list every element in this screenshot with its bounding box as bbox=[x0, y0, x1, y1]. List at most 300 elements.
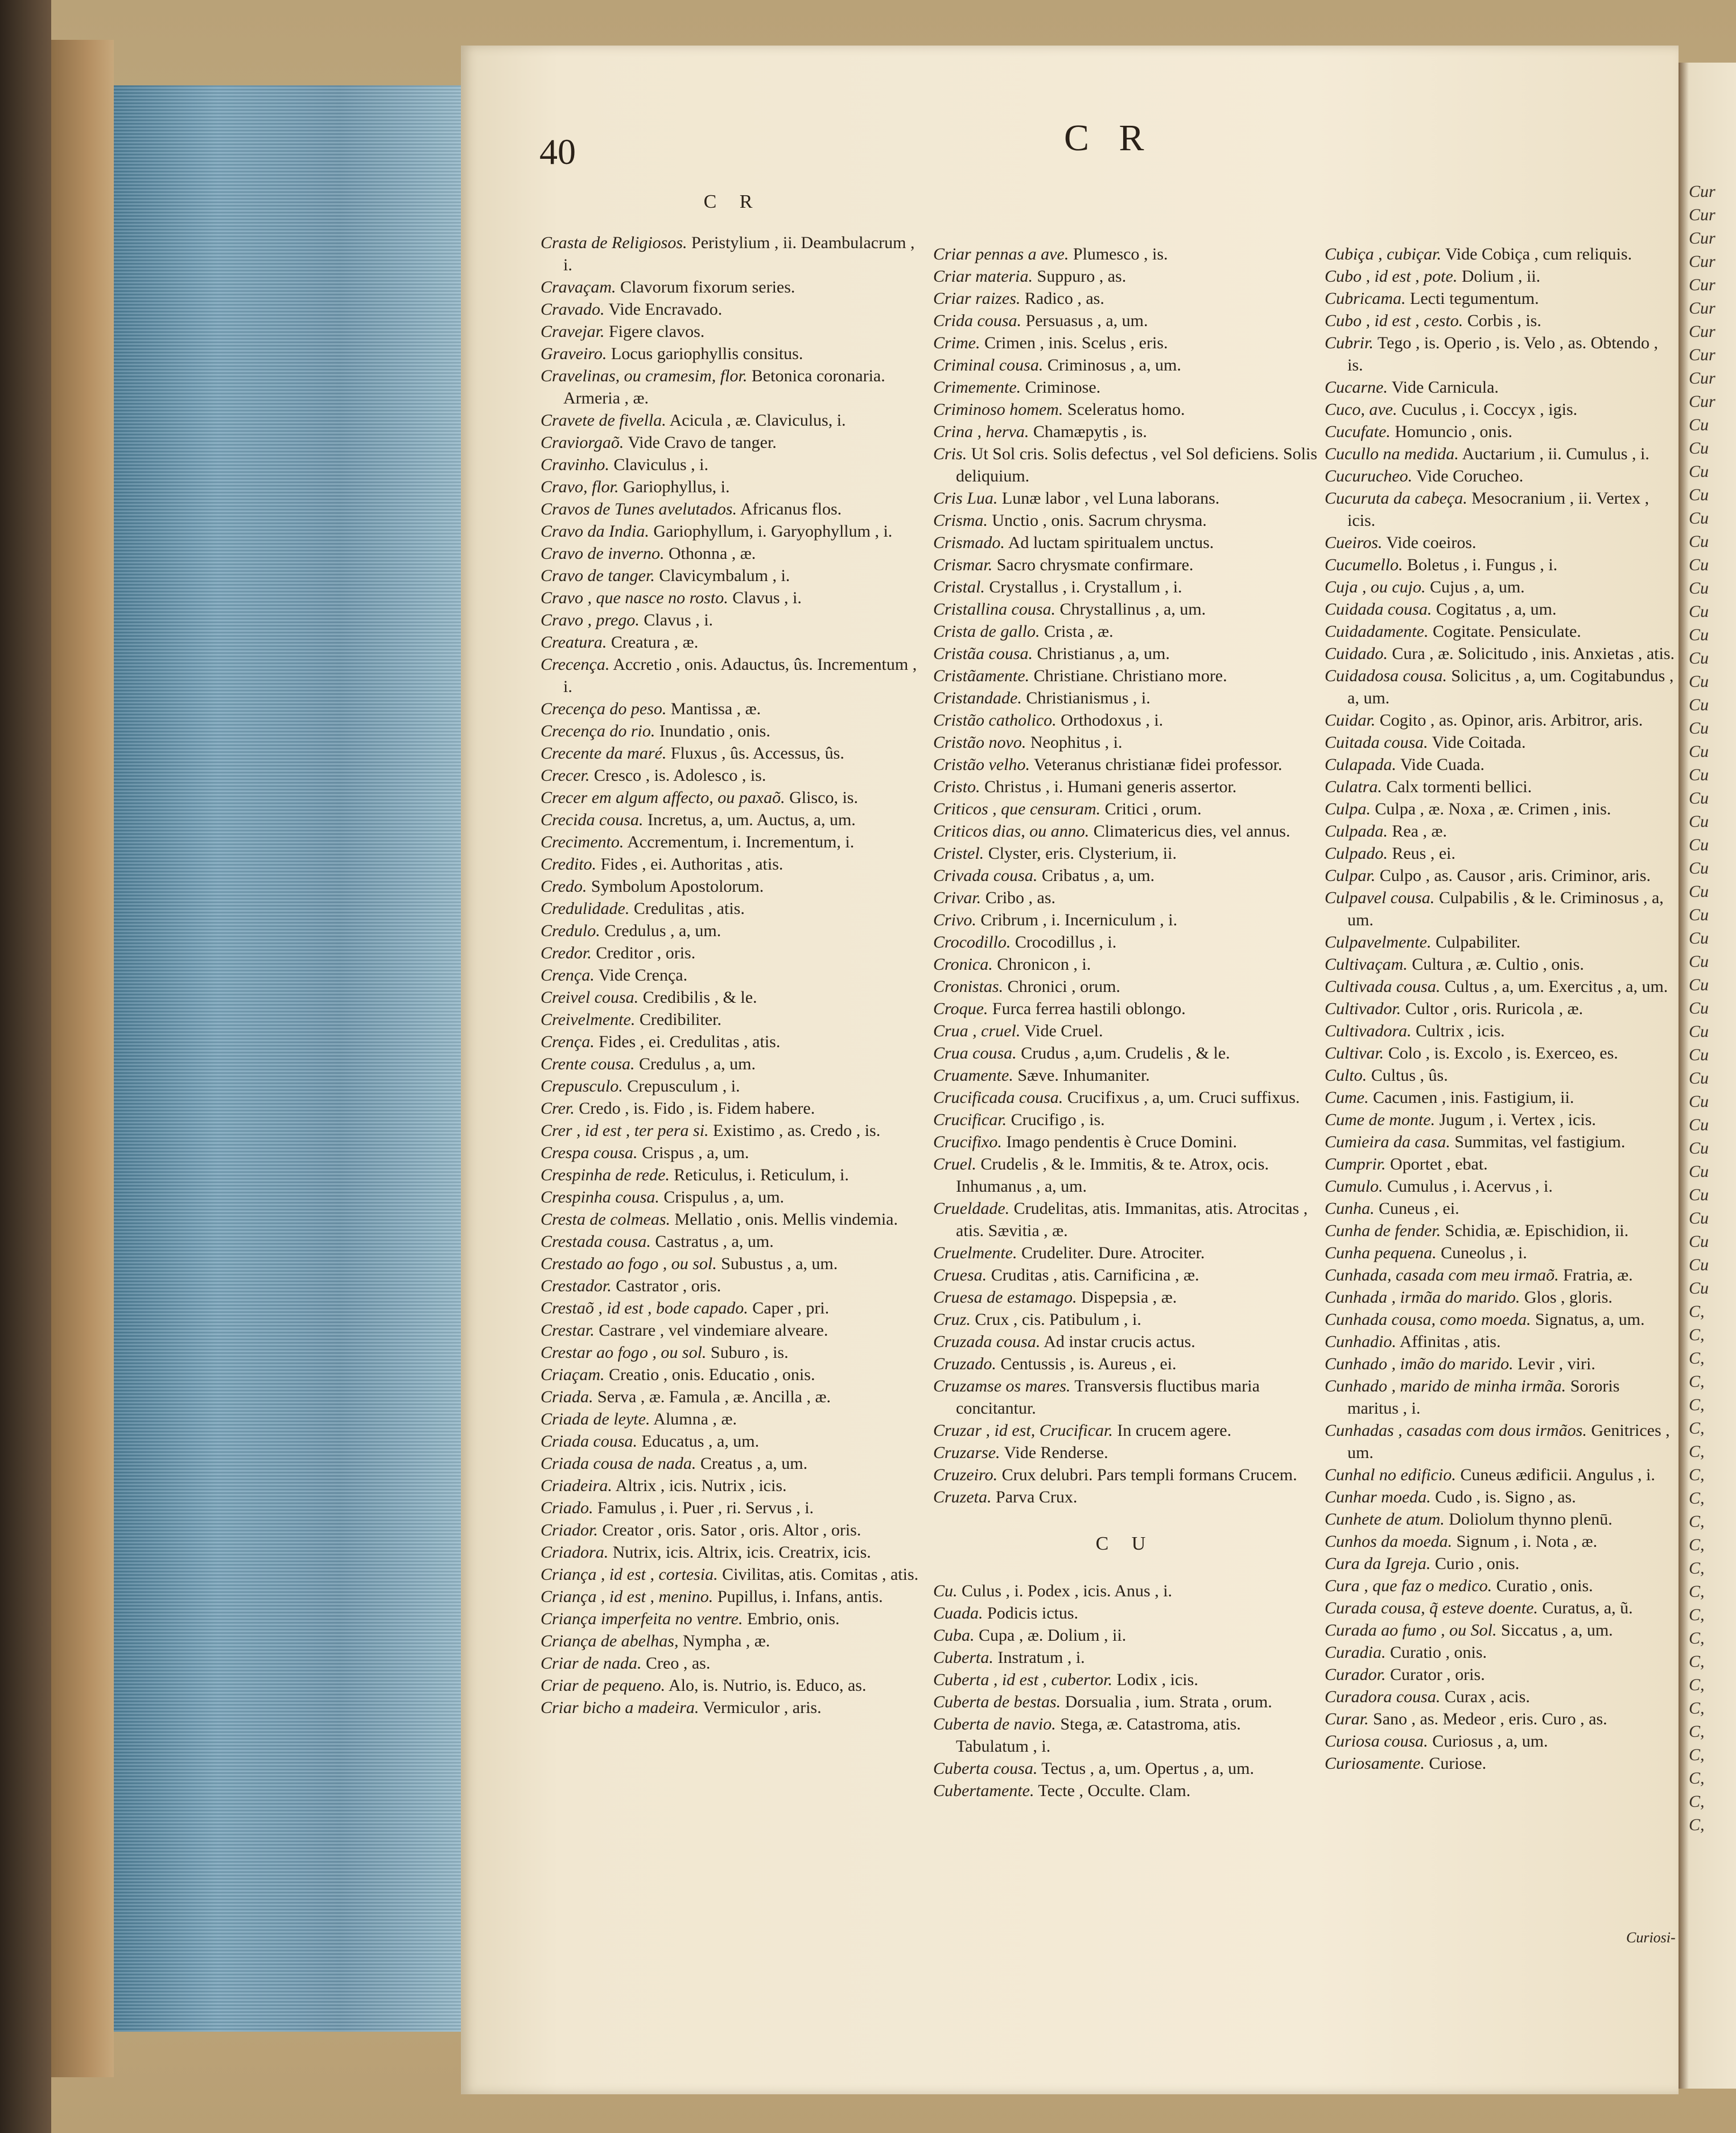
entry-headword: Cuidar. bbox=[1325, 711, 1376, 730]
dictionary-entry bbox=[933, 1197, 1317, 1242]
dictionary-entry bbox=[541, 1008, 925, 1031]
entry-translation: Transversis fluctibus maria concitantur. bbox=[956, 1377, 1260, 1418]
entry-headword: Cravo , prego. bbox=[541, 611, 640, 629]
dictionary-entry bbox=[1325, 798, 1675, 820]
dictionary-entry bbox=[1325, 1619, 1675, 1641]
entry-headword: Crespa cousa. bbox=[541, 1143, 638, 1162]
dictionary-entry bbox=[541, 320, 925, 343]
entry-translation: Vermiculor , aris. bbox=[699, 1698, 822, 1717]
facing-page-fragment: Cu bbox=[1689, 649, 1709, 668]
entry-translation: Cura , æ. Solicitudo , inis. Anxietas , atis. bbox=[1387, 644, 1675, 663]
dictionary-entry bbox=[1325, 1508, 1675, 1530]
entry-headword: Crivar. bbox=[933, 888, 982, 907]
entry-translation: Tectus , a, um. Opertus , a, um. bbox=[1037, 1759, 1254, 1778]
entry-translation: Imago pendentis è Cruce Domini. bbox=[1001, 1133, 1238, 1151]
dictionary-entry bbox=[933, 354, 1317, 376]
entry-translation: Symbolum Apostolorum. bbox=[587, 877, 764, 896]
dictionary-entry bbox=[541, 1075, 925, 1097]
dictionary-entry bbox=[1325, 1020, 1675, 1042]
entry-headword: Criminoso homem. bbox=[933, 400, 1063, 419]
entry-translation: Credibilis , & le. bbox=[638, 988, 757, 1007]
dictionary-entry bbox=[541, 897, 925, 920]
dictionary-entry bbox=[1325, 1375, 1675, 1419]
entry-headword: Cuja , ou cujo. bbox=[1325, 578, 1426, 596]
dictionary-entry bbox=[1325, 598, 1675, 620]
entry-headword: Crepusculo. bbox=[541, 1077, 623, 1096]
dictionary-entry bbox=[933, 820, 1317, 842]
entry-translation: Fides , ei. Credulitas , atis. bbox=[594, 1032, 781, 1051]
dictionary-entry bbox=[1325, 975, 1675, 998]
entry-translation: Sano , as. Medeor , eris. Curo , as. bbox=[1368, 1710, 1607, 1728]
entry-translation: Sacro chrysmate confirmare. bbox=[992, 555, 1194, 574]
entry-headword: Cunha pequena. bbox=[1325, 1243, 1437, 1262]
page-number: 40 bbox=[539, 131, 576, 172]
facing-page-fragment: Cu bbox=[1689, 1162, 1709, 1181]
entry-headword: Cunhada cousa, como moeda. bbox=[1325, 1310, 1531, 1329]
dictionary-entry bbox=[541, 454, 925, 476]
entry-translation: Signatus, a, um. bbox=[1531, 1310, 1645, 1329]
facing-page-fragment: Cu bbox=[1689, 1255, 1709, 1274]
entry-translation: Vide Corucheo. bbox=[1412, 467, 1524, 485]
facing-page-fragment: C, bbox=[1689, 1722, 1705, 1741]
entry-headword: Cruamente. bbox=[933, 1066, 1013, 1085]
entry-headword: Cuitada cousa. bbox=[1325, 733, 1428, 752]
entry-translation: Crocodillus , i. bbox=[1011, 933, 1117, 952]
running-head: C R bbox=[1064, 117, 1154, 159]
entry-translation: Jugum , i. Vertex , icis. bbox=[1435, 1110, 1596, 1129]
entry-translation: Othonna , æ. bbox=[664, 544, 756, 563]
facing-page-fragment: C, bbox=[1689, 1675, 1705, 1694]
entry-translation: Cogito , as. Opinor, aris. Arbitror, aris. bbox=[1375, 711, 1643, 730]
entry-translation: Castrator , oris. bbox=[611, 1276, 721, 1295]
dictionary-entry bbox=[1325, 1242, 1675, 1264]
entry-headword: Cruel. bbox=[933, 1155, 976, 1173]
entry-translation: Glos , gloris. bbox=[1520, 1288, 1613, 1307]
dictionary-entry bbox=[541, 431, 925, 454]
entry-translation: Neophitus , i. bbox=[1026, 733, 1123, 752]
entry-translation: In crucem agere. bbox=[1112, 1421, 1232, 1440]
dictionary-entry bbox=[1325, 1286, 1675, 1308]
entry-headword: Credo. bbox=[541, 877, 587, 896]
entry-headword: Cultivar. bbox=[1325, 1044, 1384, 1063]
entry-translation: Gariophyllus, i. bbox=[618, 477, 730, 496]
book-cover-edge bbox=[51, 40, 114, 2077]
dictionary-entry bbox=[541, 942, 925, 964]
facing-page-fragment: Cur bbox=[1689, 369, 1716, 388]
facing-page-fragment: Cu bbox=[1689, 555, 1709, 574]
entry-translation: Criminosus , a, um. bbox=[1043, 356, 1181, 374]
background-shadow bbox=[0, 0, 51, 2133]
facing-page-fragment: Cur bbox=[1689, 322, 1716, 341]
entry-headword: Criar materia. bbox=[933, 267, 1033, 286]
facing-page-fragment: Cur bbox=[1689, 275, 1716, 294]
entry-translation: Crucifixus , a, um. Cruci suffixus. bbox=[1063, 1088, 1300, 1107]
entry-headword: Curar. bbox=[1325, 1710, 1369, 1728]
dictionary-entry bbox=[933, 864, 1317, 887]
entry-translation: Cruditas , atis. Carnificina , æ. bbox=[987, 1266, 1199, 1284]
entry-headword: Cucullo na medida. bbox=[1325, 444, 1459, 463]
entry-translation: Orthodoxus , i. bbox=[1056, 711, 1164, 730]
dictionary-entry bbox=[1325, 532, 1675, 554]
dictionary-entry bbox=[933, 842, 1317, 864]
dictionary-entry bbox=[1325, 998, 1675, 1020]
entry-headword: Crespinha cousa. bbox=[541, 1188, 659, 1206]
dictionary-entry bbox=[541, 343, 925, 365]
dictionary-entry bbox=[1325, 421, 1675, 443]
dictionary-entry bbox=[1325, 842, 1675, 864]
dictionary-entry bbox=[933, 753, 1317, 776]
dictionary-entry bbox=[933, 1646, 1317, 1669]
entry-translation: Mantissa , æ. bbox=[666, 699, 761, 718]
entry-headword: Curadia. bbox=[1325, 1643, 1386, 1662]
dictionary-entry bbox=[933, 1780, 1317, 1802]
entry-translation: Pupillus, i. Infans, antis. bbox=[713, 1587, 883, 1606]
entry-translation: Cogitatus , a, um. bbox=[1432, 600, 1557, 619]
entry-headword: Cristal. bbox=[933, 578, 985, 596]
facing-page-fragment: Cu bbox=[1689, 1045, 1709, 1064]
facing-page-fragment: C, bbox=[1689, 1465, 1705, 1484]
facing-page-fragment: Cu bbox=[1689, 1022, 1709, 1041]
entry-headword: Criaçam. bbox=[541, 1365, 605, 1384]
entry-translation: Genitrices , um. bbox=[1347, 1421, 1670, 1462]
entry-headword: Criança de abelhas, bbox=[541, 1632, 679, 1650]
entry-headword: Criadora. bbox=[541, 1543, 609, 1562]
entry-translation: Famulus , i. Puer , ri. Servus , i. bbox=[593, 1498, 814, 1517]
entry-headword: Cronica. bbox=[933, 955, 993, 974]
entry-headword: Criar raizes. bbox=[933, 289, 1021, 308]
entry-translation: Cuculus , i. Coccyx , igis. bbox=[1397, 400, 1578, 419]
dictionary-entry bbox=[1325, 1686, 1675, 1708]
dictionary-entry bbox=[541, 365, 925, 409]
dictionary-entry bbox=[1325, 1730, 1675, 1752]
entry-headword: Cunhado , marido de minha irmãa. bbox=[1325, 1377, 1566, 1395]
entry-headword: Curiosa cousa. bbox=[1325, 1732, 1428, 1751]
facing-page-fragment: Cur bbox=[1689, 252, 1716, 271]
dictionary-entry bbox=[933, 1580, 1317, 1602]
entry-translation: Vide coeiros. bbox=[1382, 533, 1477, 552]
dictionary-entry bbox=[541, 1519, 925, 1541]
entry-translation: Signum , i. Nota , æ. bbox=[1452, 1532, 1598, 1551]
entry-translation: Siccatus , a, um. bbox=[1496, 1621, 1613, 1640]
entry-translation: Colo , is. Excolo , is. Exerceo, es. bbox=[1384, 1044, 1618, 1063]
facing-page-fragment: Cu bbox=[1689, 975, 1709, 994]
entry-translation: Crux delubri. Pars templi formans Crucem. bbox=[997, 1465, 1297, 1484]
entry-headword: Cruzamse os mares. bbox=[933, 1377, 1071, 1395]
dictionary-entry bbox=[1325, 554, 1675, 576]
entry-headword: Cubiça , cubiçar. bbox=[1325, 245, 1441, 263]
dictionary-entry bbox=[1325, 665, 1675, 709]
entry-translation: Chrystallinus , a, um. bbox=[1055, 600, 1206, 619]
entry-headword: Cuidada cousa. bbox=[1325, 600, 1432, 619]
entry-translation: Crispulus , a, um. bbox=[659, 1188, 785, 1206]
entry-headword: Cu. bbox=[933, 1582, 958, 1600]
dictionary-entry bbox=[933, 421, 1317, 443]
entry-translation: Tecte , Occulte. Clam. bbox=[1034, 1781, 1191, 1800]
dictionary-entry bbox=[1325, 1464, 1675, 1486]
dictionary-entry bbox=[1325, 376, 1675, 398]
dictionary-entry bbox=[1325, 1197, 1675, 1220]
dictionary-entry bbox=[541, 1230, 925, 1253]
entry-headword: Crocodillo. bbox=[933, 933, 1011, 952]
entry-headword: Cuco, ave. bbox=[1325, 400, 1397, 419]
dictionary-entry bbox=[1325, 443, 1675, 465]
entry-translation: Curatio , onis. bbox=[1385, 1643, 1487, 1662]
dictionary-entry bbox=[541, 1142, 925, 1164]
dictionary-entry bbox=[1325, 1663, 1675, 1686]
entry-headword: Cubo , id est , pote. bbox=[1325, 267, 1458, 286]
entry-translation: Culpo , as. Causor , aris. Criminor, aris. bbox=[1375, 866, 1651, 885]
dictionary-entry bbox=[933, 1624, 1317, 1646]
dictionary-entry bbox=[1325, 1331, 1675, 1353]
dictionary-entry bbox=[933, 1442, 1317, 1464]
entry-headword: Criticos dias, ou anno. bbox=[933, 822, 1090, 841]
dictionary-entry bbox=[1325, 1131, 1675, 1153]
dictionary-entry bbox=[1325, 820, 1675, 842]
entry-translation: Crudelis , & le. Immitis, & te. Atrox, ocis. Inhumanus , a, um. bbox=[956, 1155, 1269, 1196]
facing-page-fragment: Cu bbox=[1689, 1185, 1709, 1204]
facing-page-fragment: Cu bbox=[1689, 999, 1709, 1018]
entry-headword: Criadeira. bbox=[541, 1476, 612, 1495]
entry-headword: Cravejar. bbox=[541, 322, 605, 341]
entry-headword: Cresta de colmeas. bbox=[541, 1210, 671, 1229]
entry-translation: Creator , oris. Sator , oris. Altor , oris. bbox=[597, 1521, 861, 1539]
entry-headword: Cruesa. bbox=[933, 1266, 987, 1284]
facing-page-edge bbox=[1679, 63, 1736, 2089]
entry-headword: Criar pennas a ave. bbox=[933, 245, 1069, 263]
dictionary-entry bbox=[541, 476, 925, 498]
entry-headword: Crestar ao fogo , ou sol. bbox=[541, 1343, 707, 1362]
entry-headword: Cruelmente. bbox=[933, 1243, 1017, 1262]
entry-translation: Credo , is. Fido , is. Fidem habere. bbox=[574, 1099, 815, 1118]
column-top-spacer bbox=[1325, 185, 1675, 243]
entry-translation: Radico , as. bbox=[1020, 289, 1104, 308]
entry-translation: Credibiliter. bbox=[635, 1010, 721, 1029]
entry-translation: Cribatus , a, um. bbox=[1037, 866, 1155, 885]
entry-headword: Crimemente. bbox=[933, 378, 1021, 397]
entry-translation: Clavus , i. bbox=[728, 588, 802, 607]
entry-headword: Cruesa de estamago. bbox=[933, 1288, 1077, 1307]
entry-headword: Crecente da maré. bbox=[541, 744, 667, 763]
entry-translation: Solicitus , a, um. Cogitabundus , a, um. bbox=[1347, 666, 1674, 707]
facing-page-fragment: Cu bbox=[1689, 812, 1709, 831]
entry-headword: Cruzeta. bbox=[933, 1488, 992, 1506]
entry-translation: Claviculus , i. bbox=[609, 455, 708, 474]
dictionary-entry bbox=[1325, 953, 1675, 975]
entry-headword: Crestaõ , id est , bode capado. bbox=[541, 1299, 748, 1317]
entry-translation: Suppuro , as. bbox=[1033, 267, 1127, 286]
entry-translation: Cultus , ûs. bbox=[1367, 1066, 1448, 1085]
facing-page-fragment: Cu bbox=[1689, 1232, 1709, 1251]
entry-headword: Creivel cousa. bbox=[541, 988, 639, 1007]
entry-headword: Culto. bbox=[1325, 1066, 1367, 1085]
dictionary-entry bbox=[933, 265, 1317, 287]
dictionary-entry bbox=[541, 1119, 925, 1142]
entry-headword: Crista de gallo. bbox=[933, 622, 1040, 641]
dictionary-entry bbox=[933, 1331, 1317, 1353]
facing-page-fragment: C, bbox=[1689, 1442, 1705, 1461]
entry-headword: Crecer em algum affecto, ou paxaõ. bbox=[541, 788, 785, 807]
entry-translation: Fluxus , ûs. Accessus, ûs. bbox=[666, 744, 844, 763]
entry-headword: Cubricama. bbox=[1325, 289, 1406, 308]
entry-headword: Credito. bbox=[541, 855, 597, 874]
entry-translation: Reticulus, i. Reticulum, i. bbox=[669, 1166, 849, 1184]
entry-headword: Cuba. bbox=[933, 1626, 975, 1645]
dictionary-entry bbox=[541, 1430, 925, 1452]
entry-translation: Creatus , a, um. bbox=[696, 1454, 808, 1473]
facing-page-fragment: C, bbox=[1689, 1512, 1705, 1531]
entry-translation: Lecti tegumentum. bbox=[1405, 289, 1539, 308]
dictionary-entry bbox=[541, 609, 925, 631]
entry-translation: Clavus , i. bbox=[639, 611, 714, 629]
entry-translation: Clyster, eris. Clysterium, ii. bbox=[984, 844, 1177, 863]
dictionary-entry bbox=[933, 398, 1317, 421]
entry-headword: Cristãa cousa. bbox=[933, 644, 1033, 663]
dictionary-entry bbox=[541, 498, 925, 520]
dictionary-entry bbox=[1325, 1064, 1675, 1086]
dictionary-entry bbox=[541, 720, 925, 742]
entry-translation: Schidia, æ. Epischidion, ii. bbox=[1441, 1221, 1629, 1240]
dictionary-entry bbox=[933, 576, 1317, 598]
entry-headword: Criança , id est , menino. bbox=[541, 1587, 714, 1606]
entry-translation: Embrio, onis. bbox=[743, 1609, 840, 1628]
facing-page-fragment: C, bbox=[1689, 1745, 1705, 1764]
dictionary-entry bbox=[933, 287, 1317, 310]
entry-headword: Cubertamente. bbox=[933, 1781, 1034, 1800]
dictionary-entry bbox=[933, 953, 1317, 975]
entry-translation: Sororis maritus , i. bbox=[1347, 1377, 1620, 1418]
entry-translation: Castrare , vel vindemiare alveare. bbox=[594, 1321, 828, 1340]
facing-page-fragment: C, bbox=[1689, 1815, 1705, 1834]
entry-translation: Betonica coronaria. Armeria , æ. bbox=[563, 367, 885, 407]
dictionary-entry bbox=[541, 1208, 925, 1230]
column-3 bbox=[1325, 185, 1675, 1774]
entry-headword: Culatra. bbox=[1325, 777, 1382, 796]
entry-headword: Crueldade. bbox=[933, 1199, 1010, 1218]
entry-headword: Cumieira da casa. bbox=[1325, 1133, 1450, 1151]
entry-headword: Culpavel cousa. bbox=[1325, 888, 1435, 907]
entry-headword: Crecer. bbox=[541, 766, 590, 785]
entry-headword: Cravado. bbox=[541, 300, 605, 319]
entry-translation: Fides , ei. Authoritas , atis. bbox=[596, 855, 784, 874]
dictionary-entry bbox=[541, 1253, 925, 1275]
dictionary-entry bbox=[933, 776, 1317, 798]
facing-page-fragment: Cu bbox=[1689, 742, 1709, 761]
entry-headword: Curada cousa, q̃ esteve doente. bbox=[1325, 1599, 1538, 1617]
facing-page-fragment: Cur bbox=[1689, 182, 1716, 201]
facing-page-fragment: Cu bbox=[1689, 439, 1709, 458]
dictionary-entry bbox=[933, 1464, 1317, 1486]
entry-translation: Oportet , ebat. bbox=[1385, 1155, 1488, 1173]
entry-headword: Culpada. bbox=[1325, 822, 1388, 841]
dictionary-entry bbox=[541, 298, 925, 320]
entry-translation: Persuasus , a, um. bbox=[1021, 311, 1148, 330]
entry-headword: Cristão catholico. bbox=[933, 711, 1057, 730]
entry-translation: Crux , cis. Patibulum , i. bbox=[970, 1310, 1141, 1329]
entry-headword: Cubo , id est , cesto. bbox=[1325, 311, 1463, 330]
entry-headword: Credor. bbox=[541, 944, 592, 962]
entry-translation: Culpabilis , & le. Criminosus , a, um. bbox=[1347, 888, 1664, 929]
dictionary-entry bbox=[541, 1630, 925, 1652]
entry-headword: Criticos , que censuram. bbox=[933, 800, 1101, 818]
entry-headword: Crente cousa. bbox=[541, 1055, 635, 1073]
entry-translation: Crudeliter. Dure. Atrociter. bbox=[1017, 1243, 1205, 1262]
entry-translation: Chronici , orum. bbox=[1003, 977, 1120, 996]
entry-headword: Crestado ao fogo , ou sol. bbox=[541, 1254, 717, 1273]
catchword: Curiosi- bbox=[1626, 1929, 1676, 1946]
entry-headword: Cura , que faz o medico. bbox=[1325, 1576, 1492, 1595]
entry-translation: Cujus , a, um. bbox=[1425, 578, 1525, 596]
dictionary-entry bbox=[933, 643, 1317, 665]
entry-translation: Vide Crença. bbox=[594, 966, 688, 985]
entry-headword: Criado. bbox=[541, 1498, 593, 1517]
entry-translation: Curiosus , a, um. bbox=[1428, 1732, 1548, 1751]
entry-headword: Cunhado , imão do marido. bbox=[1325, 1354, 1514, 1373]
dictionary-entry bbox=[541, 764, 925, 787]
entry-translation: Clavorum fixorum series. bbox=[616, 278, 795, 297]
dictionary-entry bbox=[1325, 1597, 1675, 1619]
entry-headword: Cucurucheo. bbox=[1325, 467, 1413, 485]
facing-page-fragment: Cu bbox=[1689, 929, 1709, 948]
dictionary-entry bbox=[541, 809, 925, 831]
entry-translation: Glisco, is. bbox=[785, 788, 858, 807]
entry-translation: Lodix , icis. bbox=[1112, 1670, 1198, 1689]
entry-headword: Cuberta cousa. bbox=[933, 1759, 1038, 1778]
entry-headword: Cris Lua. bbox=[933, 489, 998, 508]
entry-translation: Fratria, æ. bbox=[1558, 1266, 1633, 1284]
facing-page-fragment: Cu bbox=[1689, 579, 1709, 598]
entry-translation: Crimen , inis. Scelus , eris. bbox=[980, 333, 1168, 352]
dictionary-entry bbox=[1325, 576, 1675, 598]
dictionary-entry bbox=[1325, 1042, 1675, 1064]
entry-translation: Cuneus ædificii. Angulus , i. bbox=[1455, 1465, 1655, 1484]
facing-page-fragment: C, bbox=[1689, 1395, 1705, 1414]
entry-translation: Cuneus , ei. bbox=[1374, 1199, 1459, 1218]
dictionary-entry bbox=[541, 542, 925, 565]
entry-translation: Cribo , as. bbox=[981, 888, 1056, 907]
dictionary-entry bbox=[541, 276, 925, 298]
entry-translation: Ut Sol cris. Solis defectus , vel Sol deficiens. Solis deliquium. bbox=[956, 444, 1317, 485]
entry-headword: Cristão velho. bbox=[933, 755, 1030, 774]
entry-headword: Criada de leyte. bbox=[541, 1410, 650, 1428]
dictionary-entry bbox=[933, 1691, 1317, 1713]
entry-translation: Ad luctam spiritualem unctus. bbox=[1004, 533, 1214, 552]
facing-page-fragment: Cu bbox=[1689, 952, 1709, 971]
facing-page-fragment: C, bbox=[1689, 1582, 1705, 1601]
facing-page-fragment: C, bbox=[1689, 1792, 1705, 1811]
entry-headword: Cravete de fivella. bbox=[541, 411, 666, 430]
dictionary-entry bbox=[933, 709, 1317, 731]
dictionary-entry bbox=[933, 310, 1317, 332]
facing-page-fragment: C, bbox=[1689, 1372, 1705, 1391]
facing-page-fragment: Cu bbox=[1689, 1139, 1709, 1158]
entry-headword: Cucuruta da cabeça. bbox=[1325, 489, 1467, 508]
entry-translation: Doliolum thynno plenū. bbox=[1444, 1510, 1613, 1529]
entry-translation: Criminose. bbox=[1021, 378, 1101, 397]
entry-translation: Serva , æ. Famula , æ. Ancilla , æ. bbox=[593, 1387, 831, 1406]
entry-translation: Furca ferrea hastili oblongo. bbox=[988, 999, 1186, 1018]
entry-headword: Criar de nada. bbox=[541, 1654, 642, 1673]
entry-headword: Crivo. bbox=[933, 911, 976, 929]
dictionary-entry bbox=[541, 742, 925, 764]
dictionary-entry bbox=[541, 565, 925, 587]
entry-headword: Cunhadas , casadas com dous irmãos. bbox=[1325, 1421, 1587, 1440]
entry-translation: Civilitas, atis. Comitas , atis. bbox=[718, 1565, 919, 1584]
dictionary-entry bbox=[933, 909, 1317, 931]
entry-translation: Affinitas , atis. bbox=[1396, 1332, 1501, 1351]
dictionary-entry bbox=[541, 520, 925, 542]
entry-headword: Cueiros. bbox=[1325, 533, 1383, 552]
entry-translation: Cultus , a, um. Exercitus , a, um. bbox=[1440, 977, 1668, 996]
